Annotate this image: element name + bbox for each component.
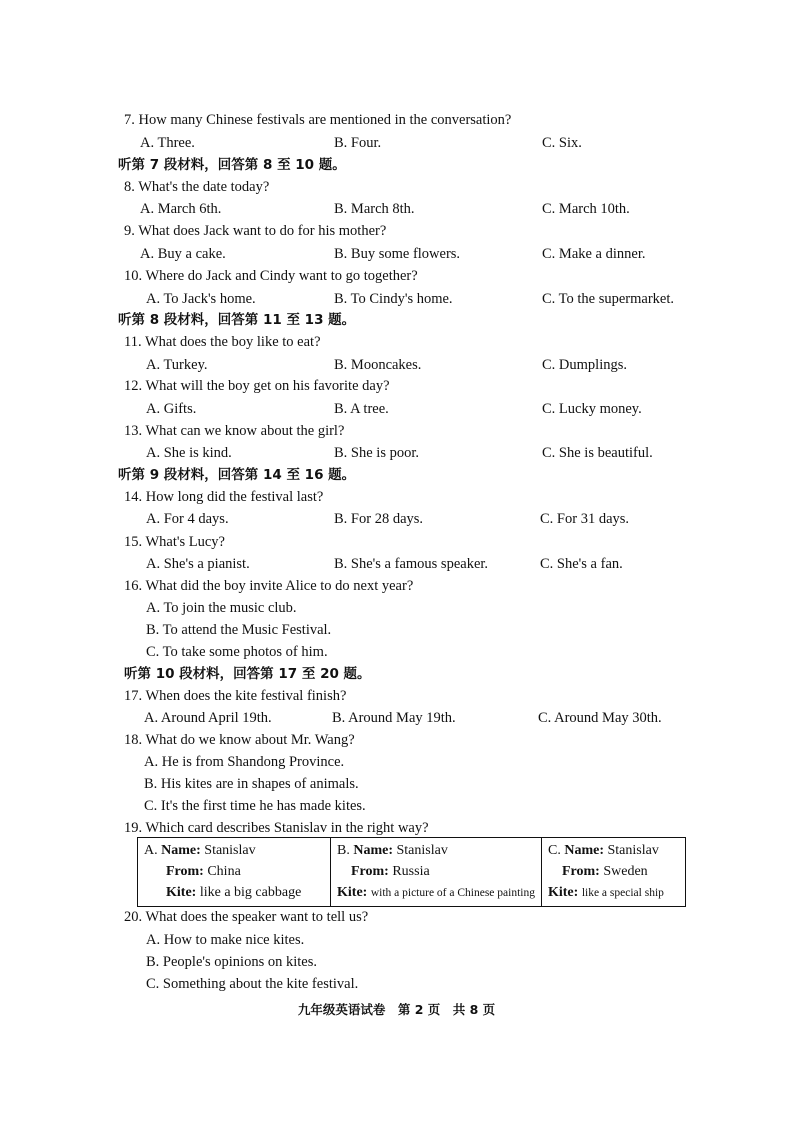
card-a	[138, 838, 331, 907]
card-c	[541, 838, 685, 907]
question-19-stem: 19. Which card describes Stanislav in the right way?	[124, 820, 429, 836]
question-7-stem: 7. How many Chinese festivals are mentioned in the conversation?	[124, 112, 512, 128]
question-13-option-c: C. She is beautiful.	[542, 445, 653, 461]
question-18-option-c: C. It's the first time he has made kites.	[144, 798, 366, 814]
card-a-from: China	[207, 864, 241, 879]
card-c-letter: C.	[547, 843, 561, 858]
question-17-option-c: C. Around May 30th.	[538, 710, 662, 726]
question-8-option-b: B. March 8th.	[334, 201, 415, 217]
question-13-option-b: B. She is poor.	[334, 445, 419, 461]
question-7-option-b: B. Four.	[334, 135, 382, 151]
question-9-option-b: B. Buy some flowers.	[334, 246, 461, 262]
question-7-option-a: A. Three.	[140, 135, 195, 151]
card-a-from-label: From:	[166, 864, 204, 879]
section-heading-9: 听第 9 段材料，回答第 14 至 16 题。	[118, 467, 356, 483]
question-18-option-a: A. He is from Shandong Province.	[144, 754, 345, 770]
question-10-option-c: C. To the supermarket.	[542, 291, 675, 307]
question-10-option-b: B. To Cindy's home.	[334, 291, 453, 307]
card-a-letter: A.	[144, 843, 158, 858]
question-16-stem: 16. What did the boy invite Alice to do next year?	[124, 578, 414, 594]
card-b-name-label: Name:	[353, 843, 393, 858]
card-c-from: Sweden	[603, 864, 648, 879]
question-8-stem: 8. What's the date today?	[124, 179, 270, 195]
question-9-stem: 9. What does Jack want to do for his mother?	[124, 223, 387, 239]
card-c-from-label: From:	[561, 864, 600, 879]
card-b-from-label: From:	[351, 864, 389, 879]
question-11-option-a: A. Turkey.	[146, 357, 208, 373]
card-a-name-label: Name:	[161, 843, 201, 858]
question-20-option-a: A. How to make nice kites.	[146, 932, 305, 948]
question-14-stem: 14. How long did the festival last?	[124, 489, 324, 505]
card-c-name: Stanislav	[607, 843, 659, 858]
card-b-from: Russia	[392, 864, 430, 879]
question-20-option-b: B. People's opinions on kites.	[146, 954, 317, 970]
question-7-option-c: C. Six.	[542, 135, 582, 151]
question-9-option-a: A. Buy a cake.	[140, 246, 226, 262]
question-17-option-a: A. Around April 19th.	[144, 710, 272, 726]
question-11-stem: 11. What does the boy like to eat?	[124, 334, 321, 350]
question-10-stem: 10. Where do Jack and Cindy want to go together?	[124, 268, 418, 284]
question-16-option-b: B. To attend the Music Festival.	[146, 622, 332, 638]
question-12-option-a: A. Gifts.	[146, 401, 197, 417]
question-12-stem: 12. What will the boy get on his favorite day?	[124, 378, 390, 394]
section-heading-8: 听第 8 段材料，回答第 11 至 13 题。	[118, 312, 356, 328]
question-14-option-a: A. For 4 days.	[146, 511, 229, 527]
question-17-option-b: B. Around May 19th.	[332, 710, 456, 726]
question-8-option-c: C. March 10th.	[542, 201, 630, 217]
page-footer: 九年级英语试卷 第 2 页 共 8 页	[297, 1002, 496, 1017]
question-11-option-b: B. Mooncakes.	[334, 357, 422, 373]
question-14-option-b: B. For 28 days.	[334, 511, 424, 527]
question-11-option-c: C. Dumplings.	[542, 357, 627, 373]
question-13-option-a: A. She is kind.	[146, 445, 232, 461]
card-c-kite-label: Kite:	[547, 885, 579, 900]
question-18-option-b: B. His kites are in shapes of animals.	[144, 776, 359, 792]
question-10-option-a: A. To Jack's home.	[146, 291, 256, 307]
question-9-option-c: C. Make a dinner.	[542, 246, 646, 262]
card-a-kite-label: Kite:	[166, 885, 197, 900]
question-15-option-a: A. She's a pianist.	[146, 556, 250, 572]
section-heading-7: 听第 7 段材料，回答第 8 至 10 题。	[118, 157, 346, 173]
question-16-option-c: C. To take some photos of him.	[146, 644, 328, 660]
question-16-option-a: A. To join the music club.	[146, 600, 297, 616]
question-20-option-c: C. Something about the kite festival.	[146, 976, 359, 992]
card-a-name: Stanislav	[204, 843, 256, 858]
question-15-stem: 15. What's Lucy?	[124, 534, 225, 550]
card-b-letter: B.	[337, 843, 350, 858]
card-c-kite: like a special ship	[581, 887, 664, 899]
question-20-stem: 20. What does the speaker want to tell us?	[124, 909, 369, 925]
section-heading-10: 听第 10 段材料，回答第 17 至 20 题。	[124, 666, 371, 682]
question-13-stem: 13. What can we know about the girl?	[124, 423, 345, 439]
question-15-option-c: C. She's a fan.	[540, 556, 623, 572]
card-a-kite: like a big cabbage	[199, 885, 302, 900]
question-8-option-a: A. March 6th.	[140, 201, 222, 217]
card-b-kite-label: Kite:	[337, 885, 368, 900]
card-b-kite: with a picture of a Chinese painting	[370, 887, 535, 899]
question-12-option-b: B. A tree.	[334, 401, 389, 417]
question-14-option-c: C. For 31 days.	[540, 511, 630, 527]
question-19-card-table	[137, 837, 686, 907]
card-b-name: Stanislav	[396, 843, 448, 858]
question-18-stem: 18. What do we know about Mr. Wang?	[124, 732, 355, 748]
question-17-stem: 17. When does the kite festival finish?	[124, 688, 347, 704]
card-c-name-label: Name:	[564, 843, 604, 858]
question-15-option-b: B. She's a famous speaker.	[334, 556, 489, 572]
question-12-option-c: C. Lucky money.	[542, 401, 642, 417]
card-b	[331, 838, 542, 907]
